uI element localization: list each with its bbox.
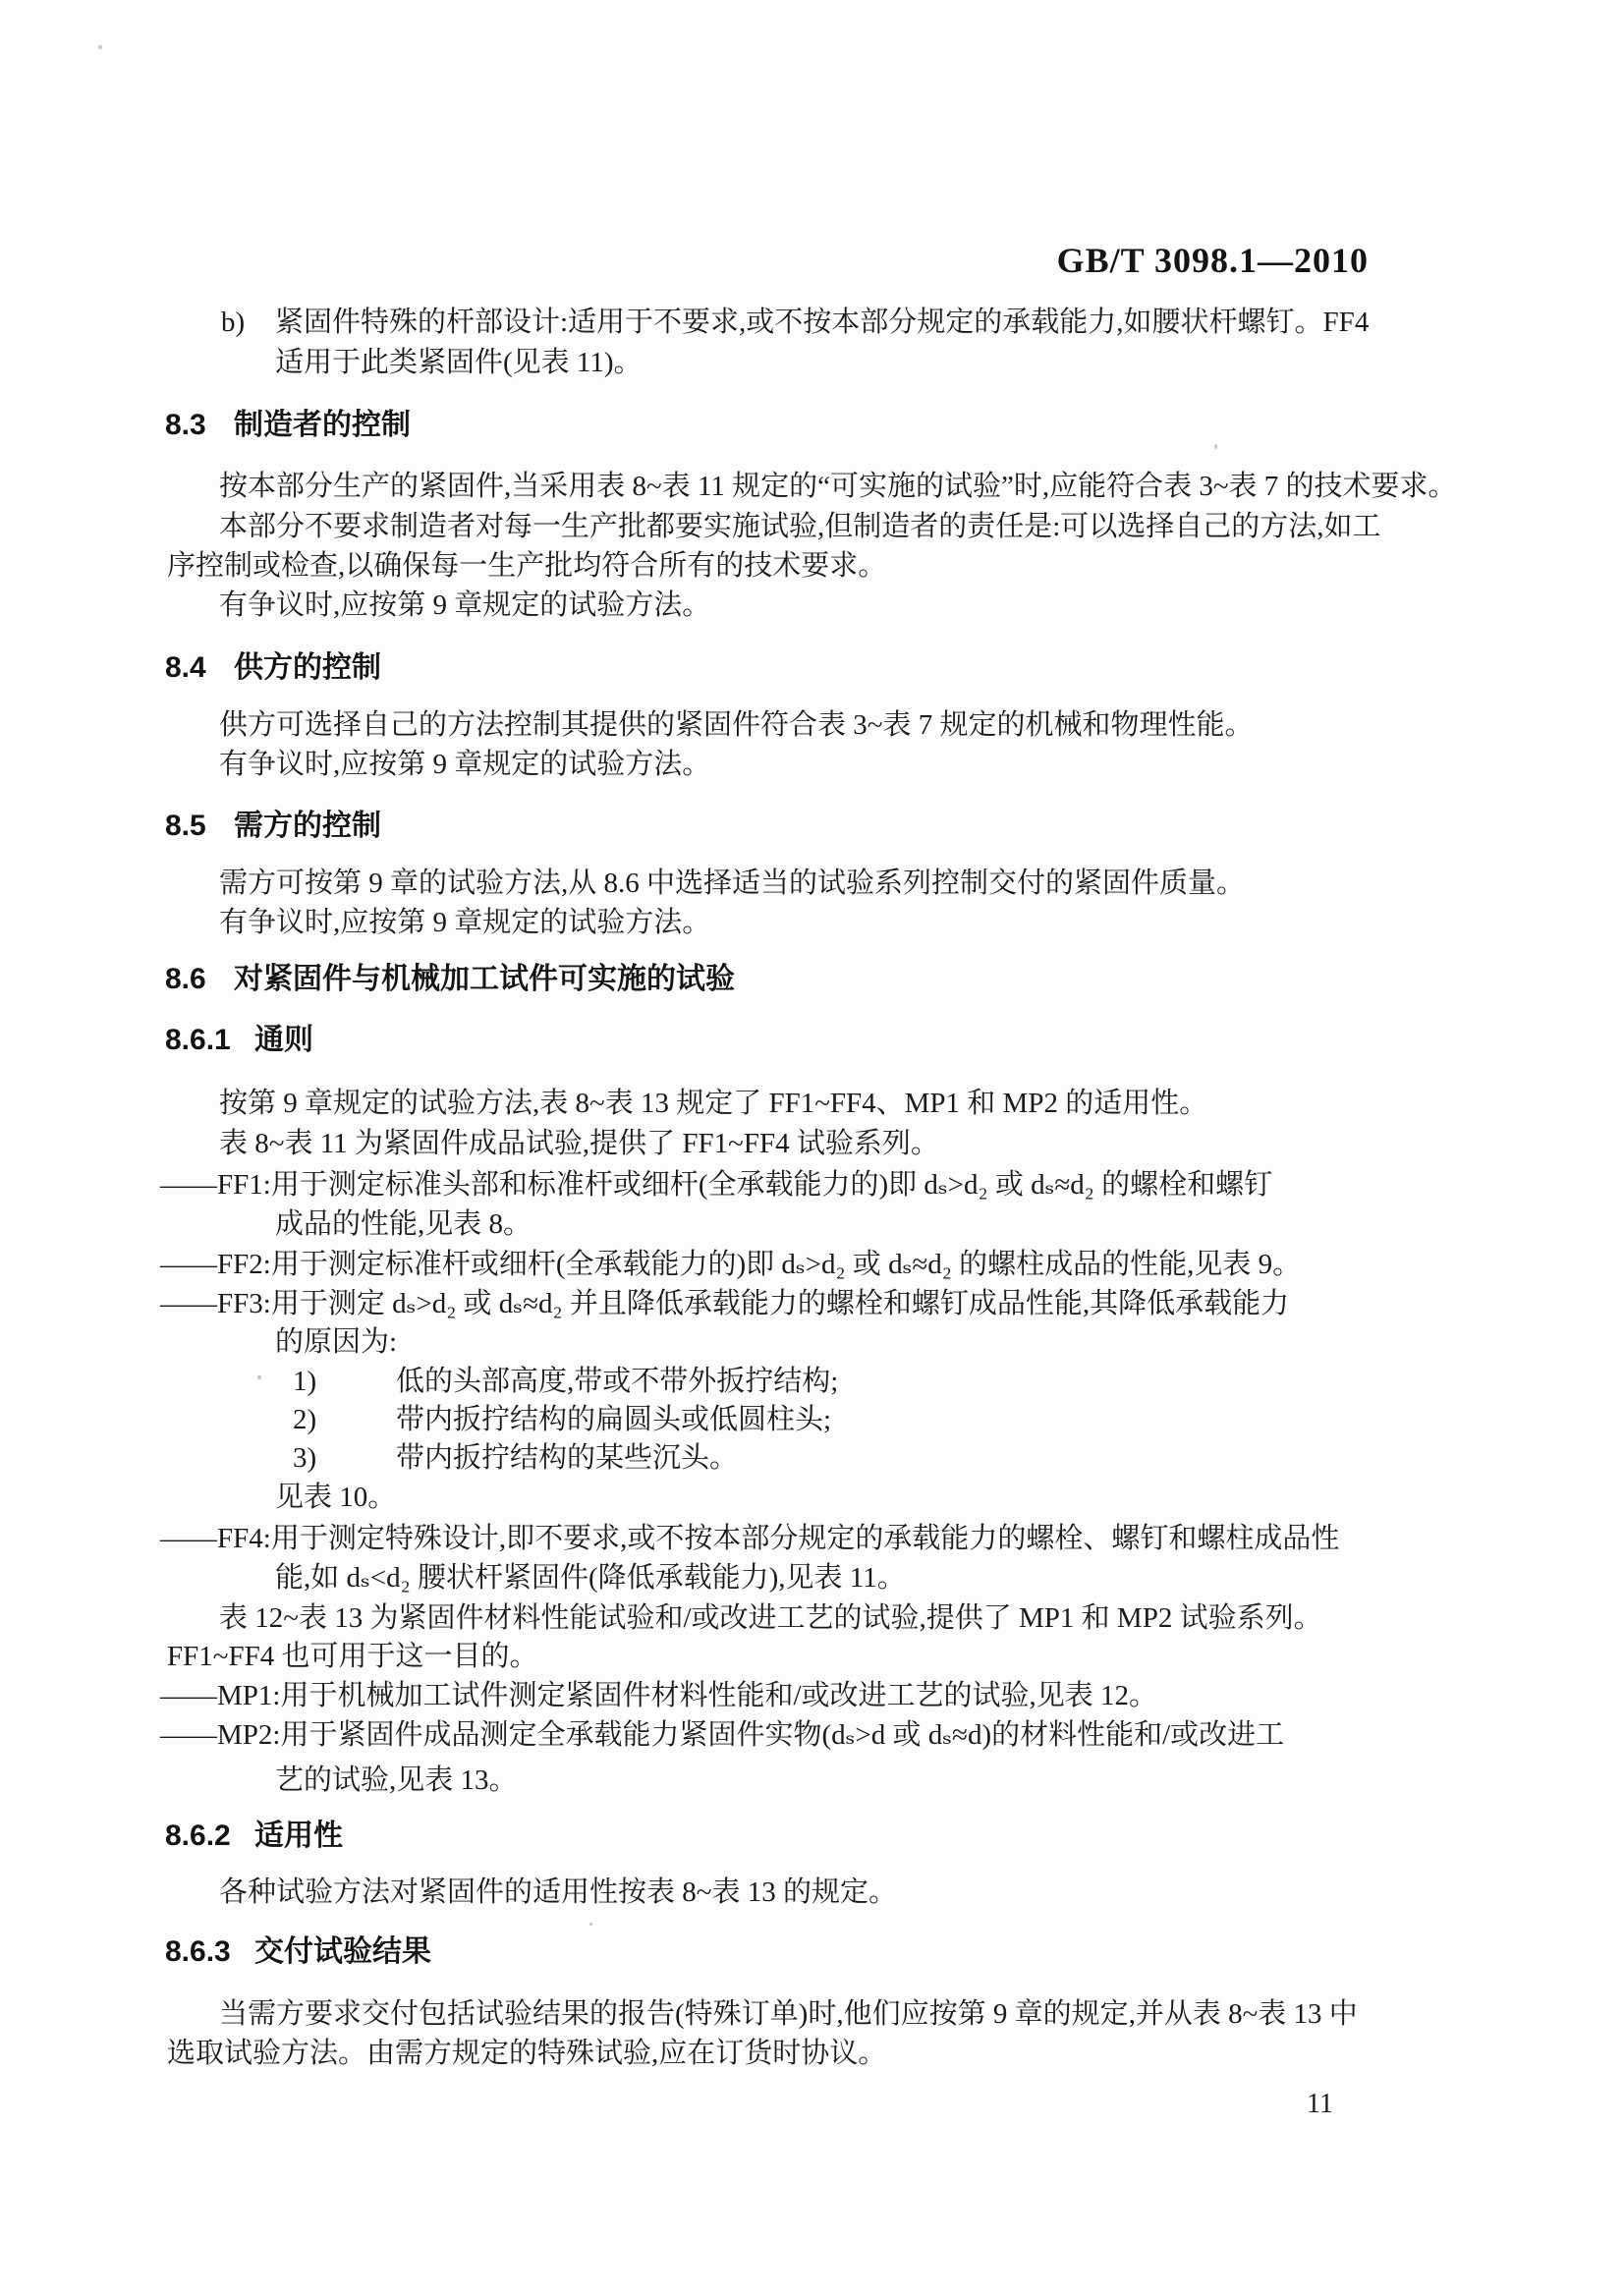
section-title: 制造者的控制 bbox=[234, 409, 411, 441]
dash-item-mp2-continuation: 艺的试验,见表 13。 bbox=[275, 1764, 518, 1796]
scan-speck bbox=[98, 45, 102, 49]
standard-code-header: GB/T 3098.1—2010 bbox=[1056, 241, 1369, 280]
section-heading-8-6 bbox=[165, 961, 735, 998]
paragraph-line: 按第 9 章规定的试验方法,表 8~表 13 规定了 FF1~FF4、MP1 和 MP2 的适用性。 bbox=[219, 1088, 1208, 1119]
dash-item-ff2: ——FF2:用于测定标准杆或细杆(全承载能力的)即 dₛ>d₂ 或 dₛ≈d₂ 的螺柱成品的性能,见表 9。 bbox=[160, 1249, 1302, 1280]
section-number: 8.6.3 bbox=[165, 1935, 231, 1968]
section-heading-8-6-1 bbox=[165, 1022, 313, 1059]
section-heading-8-4 bbox=[165, 649, 381, 687]
dash-item-ff1-continuation: 成品的性能,见表 8。 bbox=[275, 1208, 532, 1240]
list-marker: b) bbox=[221, 307, 246, 338]
scan-speck bbox=[1214, 444, 1217, 449]
section-heading-8-6-2 bbox=[165, 1818, 343, 1855]
list-item-b-continuation: 适用于此类紧固件(见表 11)。 bbox=[275, 347, 643, 378]
section-title: 适用性 bbox=[254, 1820, 343, 1852]
paragraph-line: 供方可选择自己的方法控制其提供的紧固件符合表 3~表 7 规定的机械和物理性能。 bbox=[219, 709, 1254, 741]
paragraph-line: 有争议时,应按第 9 章规定的试验方法。 bbox=[219, 907, 711, 938]
section-number: 8.4 bbox=[165, 651, 206, 684]
list-item-text: 紧固件特殊的杆部设计:适用于不要求,或不按本部分规定的承载能力,如腰状杆螺钉。FF4 bbox=[275, 307, 1370, 338]
dash-item-ff4: ——FF4:用于测定特殊设计,即不要求,或不按本部分规定的承载能力的螺栓、螺钉和螺柱成品性 bbox=[160, 1523, 1340, 1554]
section-title: 交付试验结果 bbox=[254, 1935, 431, 1968]
paragraph-line: 表 8~表 11 为紧固件成品试验,提供了 FF1~FF4 试验系列。 bbox=[219, 1128, 939, 1159]
paragraph-line: 序控制或检查,以确保每一生产批均符合所有的技术要求。 bbox=[167, 550, 887, 582]
dash-item-mp2: ——MP2:用于紧固件成品测定全承载能力紧固件实物(dₛ>d 或 dₛ≈d)的材料性能和/或改进工 bbox=[160, 1719, 1285, 1751]
item-number: 1) bbox=[293, 1366, 317, 1397]
section-number: 8.6.2 bbox=[165, 1820, 231, 1852]
section-number: 8.6 bbox=[165, 963, 206, 995]
item-text: 带内扳拧结构的某些沉头。 bbox=[396, 1442, 739, 1474]
dash-item-ff4-continuation: 能,如 dₛ<d₂ 腰状杆紧固件(降低承载能力),见表 11。 bbox=[275, 1562, 906, 1594]
item-text: 低的头部高度,带或不带外扳拧结构; bbox=[396, 1366, 839, 1397]
paragraph-line: 按本部分生产的紧固件,当采用表 8~表 11 规定的“可实施的试验”时,应能符合表 3~表 7 的技术要求。 bbox=[219, 471, 1457, 502]
section-title: 需方的控制 bbox=[234, 810, 381, 842]
numbered-item-1 bbox=[293, 1364, 838, 1399]
section-heading-8-3 bbox=[165, 407, 411, 444]
paragraph-line: FF1~FF4 也可用于这一目的。 bbox=[167, 1641, 538, 1672]
paragraph-line: 选取试验方法。由需方规定的特殊试验,应在订货时协议。 bbox=[167, 2038, 887, 2069]
dash-item-ff1: ——FF1:用于测定标准头部和标准杆或细杆(全承载能力的)即 dₛ>d₂ 或 dₛ≈d₂ 的螺栓和螺钉 bbox=[160, 1169, 1273, 1201]
paragraph-line: 本部分不要求制造者对每一生产批都要实施试验,但制造者的责任是:可以选择自己的方法,如工 bbox=[219, 511, 1381, 542]
item-number: 3) bbox=[293, 1442, 317, 1474]
scan-speck bbox=[257, 1375, 261, 1379]
paragraph-line: 有争议时,应按第 9 章规定的试验方法。 bbox=[219, 749, 711, 780]
section-heading-8-5 bbox=[165, 808, 381, 845]
paragraph-line: 表 12~表 13 为紧固件材料性能试验和/或改进工艺的试验,提供了 MP1 和 MP2 试验系列。 bbox=[219, 1602, 1322, 1634]
section-title: 通则 bbox=[254, 1024, 313, 1056]
dash-item-ff3-reference: 见表 10。 bbox=[275, 1482, 397, 1513]
section-title: 供方的控制 bbox=[234, 651, 381, 684]
numbered-item-3 bbox=[293, 1440, 738, 1476]
paragraph-line: 各种试验方法对紧固件的适用性按表 8~表 13 的规定。 bbox=[219, 1876, 897, 1908]
paragraph-line: 当需方要求交付包括试验结果的报告(特殊订单)时,他们应按第 9 章的规定,并从表 8~表 13 中 bbox=[219, 1998, 1358, 2030]
item-text: 带内扳拧结构的扁圆头或低圆柱头; bbox=[396, 1404, 832, 1435]
section-number: 8.6.1 bbox=[165, 1024, 231, 1056]
section-number: 8.5 bbox=[165, 810, 206, 842]
paragraph-line: 有争议时,应按第 9 章规定的试验方法。 bbox=[219, 589, 711, 621]
section-heading-8-6-3 bbox=[165, 1933, 431, 1971]
dash-item-ff3: ——FF3:用于测定 dₛ>d₂ 或 dₛ≈d₂ 并且降低承载能力的螺栓和螺钉成品性能,其降低承载能力 bbox=[160, 1288, 1290, 1319]
scan-speck bbox=[589, 1923, 592, 1926]
page-number: 11 bbox=[1307, 2089, 1333, 2119]
list-item-b bbox=[221, 305, 1369, 340]
paragraph-line: 需方可按第 9 章的试验方法,从 8.6 中选择适当的试验系列控制交付的紧固件质量。 bbox=[219, 868, 1246, 899]
item-number: 2) bbox=[293, 1404, 317, 1435]
numbered-item-2 bbox=[293, 1402, 831, 1437]
dash-item-ff3-continuation: 的原因为: bbox=[275, 1326, 398, 1358]
dash-item-mp1: ——MP1:用于机械加工试件测定紧固件材料性能和/或改进工艺的试验,见表 12。 bbox=[160, 1680, 1158, 1711]
section-title: 对紧固件与机械加工试件可实施的试验 bbox=[234, 963, 735, 995]
section-number: 8.3 bbox=[165, 409, 206, 441]
